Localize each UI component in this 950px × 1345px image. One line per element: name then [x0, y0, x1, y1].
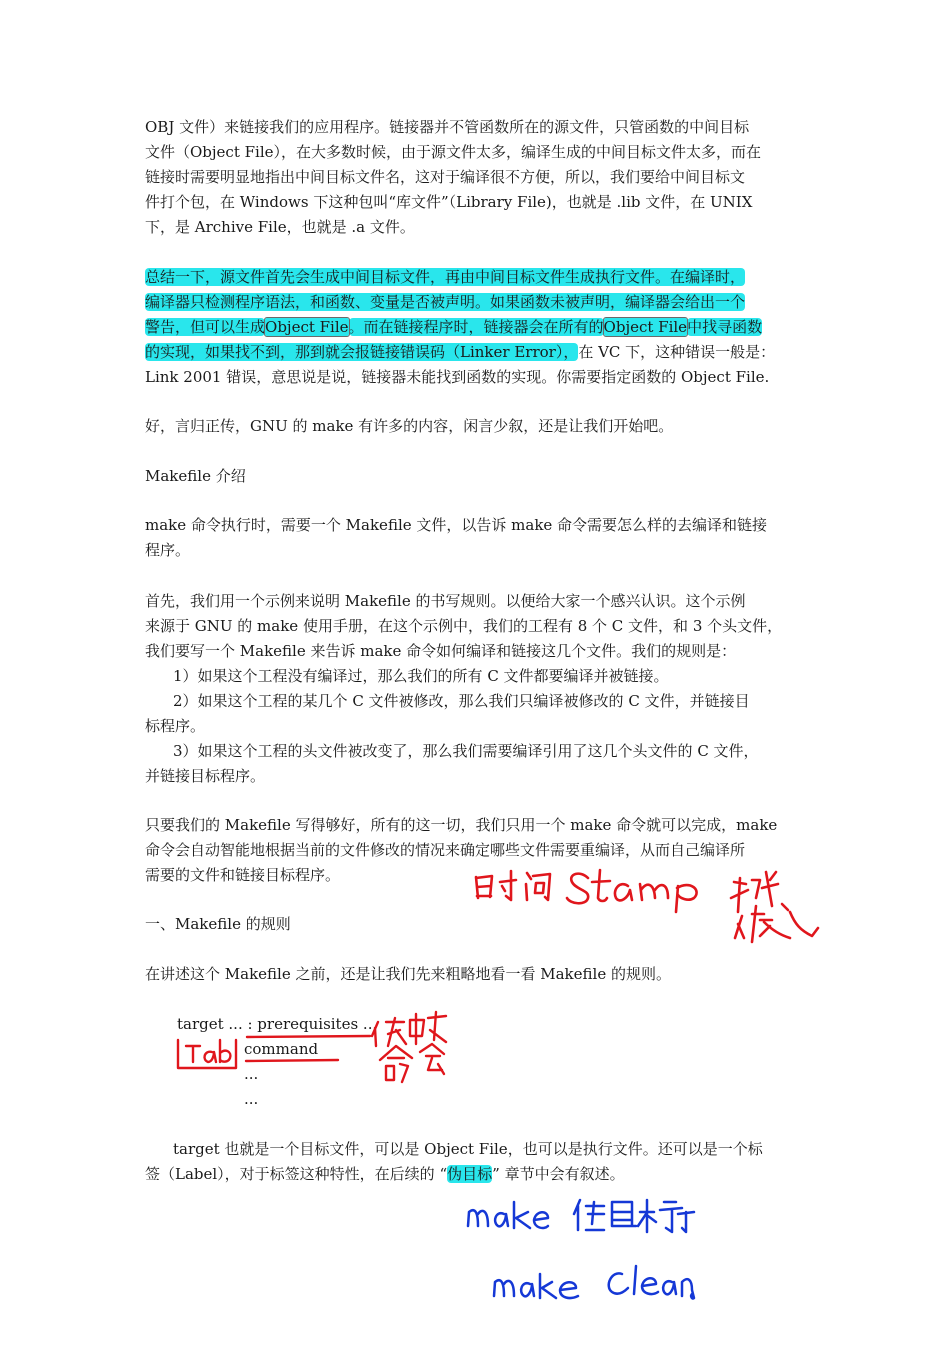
text-line: 需要的文件和链接目标程序。: [145, 866, 341, 884]
text-line: target 也就是一个目标文件，可以是 Object File，也可以是执行文件。还可以是一个标: [173, 1140, 763, 1158]
text-line: 好，言归正传，GNU 的 make 有许多的内容，闲言少叙，还是让我们开始吧。: [145, 417, 674, 435]
paragraph-make-command: [145, 513, 807, 563]
code-ellipsis-line: ...: [244, 1090, 259, 1108]
list-item-continuation: 并链接目标程序。: [145, 767, 266, 785]
text-line: 首先，我们用一个示例来说明 Makefile 的书写规则。以便给大家一个感兴认识。这个示例: [145, 592, 746, 610]
text-line: make 命令执行时，需要一个 Makefile 文件，以告诉 make 命令需要怎么样的去编译和链接: [145, 516, 768, 534]
highlighted-text: 总结一下，源文件首先会生成中间目标文件，再由中间目标文件生成执行文件。在编译时，: [145, 268, 746, 286]
paragraph-example-rules: [145, 589, 807, 789]
highlighted-text: 中找寻函数: [687, 318, 763, 336]
code-command-line: command: [244, 1040, 319, 1058]
text-line: 程序。: [145, 541, 191, 559]
highlighted-term-pseudo-target: 伪目标: [447, 1165, 493, 1183]
list-item: 3）如果这个工程的头文件被改变了，那么我们需要编译引用了这几个头文件的 C 文件，: [173, 742, 759, 760]
text-line: 文件（Object File），在大多数时候，由于源文件太多，编译生成的中间目标文件太多，而在: [145, 143, 762, 161]
text-span: 签（Label），对于标签这种特性，在后续的 “: [145, 1165, 448, 1183]
highlighted-text: 的实现，如果找不到，那到就会报链接错误码（Linker Error），: [145, 343, 579, 361]
section-heading-makefile-rules: [145, 912, 807, 937]
text-line: 只要我们的 Makefile 写得够好，所有的这一切，我们只用一个 make 命令就可以完成，make: [145, 816, 778, 834]
text-line: Link 2001 错误，意思说是说，链接器未能找到函数的实现。你需要指定函数的 Object File.: [145, 368, 770, 386]
highlighted-text: 编译器只检测程序语法，和函数、变量是否被声明。如果函数未被声明，编译器会给出一个: [145, 293, 746, 311]
text-line: 件打个包，在 Windows 下这种包叫“库文件”（Library File)，也就是 .lib 文件，在 UNIX: [145, 193, 753, 211]
text-span: 在 VC 下，这种错误一般是：: [578, 343, 776, 361]
paragraph-make-power: [145, 813, 807, 888]
paragraph-target-explain: [145, 1137, 807, 1187]
blue-ink-make-note: [468, 1200, 694, 1299]
boxed-term-object-file: Object File: [265, 318, 349, 336]
text-line: OBJ 文件）来链接我们的应用程序。链接器并不管函数所在的源文件，只管函数的中间目标: [145, 118, 750, 136]
paragraph-intro-gnu: [145, 414, 807, 439]
list-item: 2）如果这个工程的某几个 C 文件被修改，那么我们只编译被修改的 C 文件，并链接目: [173, 692, 750, 710]
list-item-continuation: 标程序。: [145, 717, 206, 735]
heading-text: 一、Makefile 的规则: [145, 915, 291, 933]
paragraph-obj-archive: [145, 115, 807, 240]
highlighted-text: 警告，但可以生成: [145, 318, 266, 336]
text-span: ” 章节中会有叙述。: [492, 1165, 625, 1183]
code-ellipsis-line: ...: [244, 1065, 259, 1083]
text-line: 链接时需要明显地指出中间目标文件名，这对于编译很不方便，所以，我们要给中间目标文: [145, 168, 746, 186]
text-line: 下，是 Archive File，也就是 .a 文件。: [145, 218, 415, 236]
text-line: 来源于 GNU 的 make 使用手册，在这个示例中，我们的工程有 8 个 C 文件，和 3 个头文件，: [145, 617, 783, 635]
code-target-line: target ... : prerequisites ...: [177, 1015, 378, 1033]
section-heading-makefile-intro: [145, 464, 807, 489]
boxed-term-object-file: Object File: [603, 318, 688, 336]
makefile-rule-code: [177, 1012, 377, 1112]
text-line: 命令会自动智能地根据当前的文件修改的情况来确定哪些文件需要重编译，从而自己编译所: [145, 841, 746, 859]
heading-text: Makefile 介绍: [145, 467, 246, 485]
text-line: 我们要写一个 Makefile 来告诉 make 命令如何编译和链接这几个文件。我们的规则是：: [145, 642, 737, 660]
paragraph-rules-intro: [145, 962, 807, 987]
list-item: 1）如果这个工程没有编译过，那么我们的所有 C 文件都要编译并被链接。: [173, 667, 669, 685]
paragraph-summary: [145, 265, 807, 390]
text-line: 在讲述这个 Makefile 之前，还是让我们先来粗略地看一看 Makefile 的规则。: [145, 965, 671, 983]
highlighted-text: 。而在链接程序时，链接器会在所有的: [348, 318, 604, 336]
